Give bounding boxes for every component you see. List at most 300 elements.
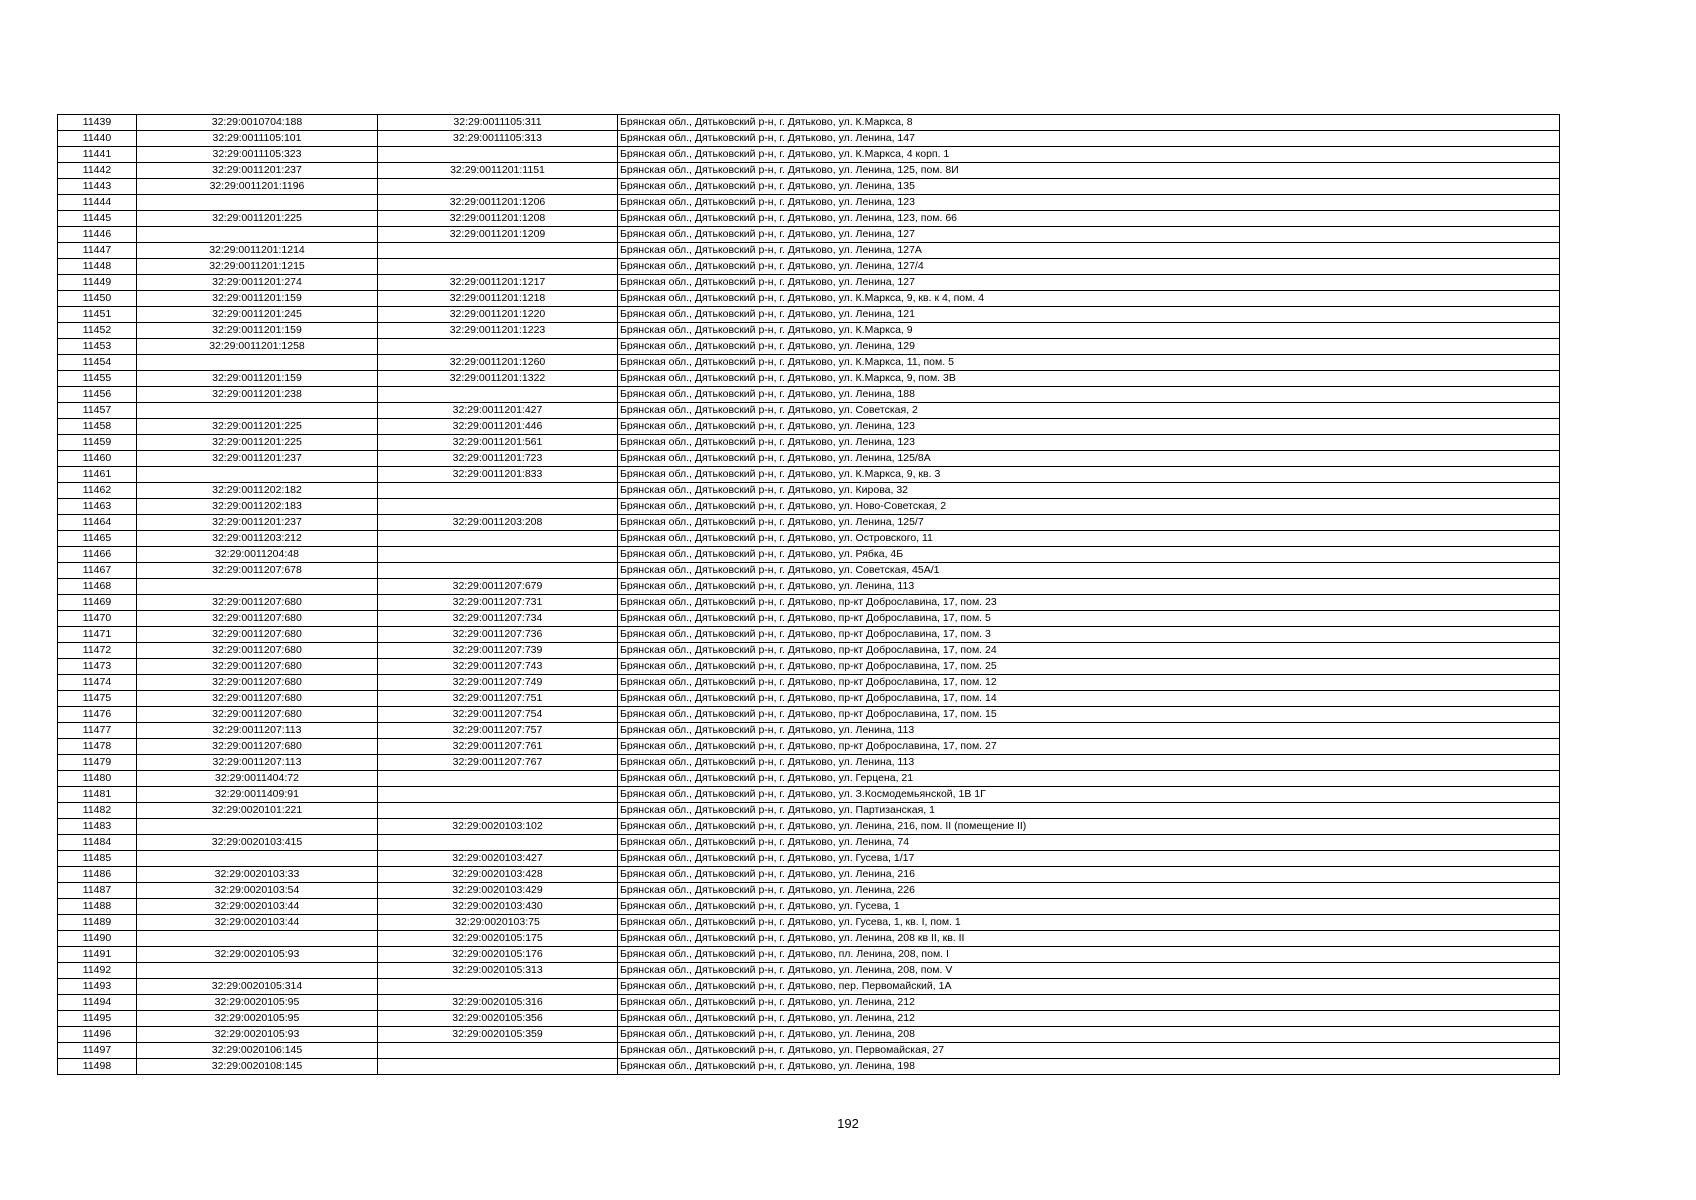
address: Брянская обл., Дятьковский р-н, г. Дятьково, ул. К.Маркса, 9	[618, 323, 1560, 339]
address: Брянская обл., Дятьковский р-н, г. Дятьково, пер. Первомайский, 1А	[618, 979, 1560, 995]
table-row	[58, 819, 1560, 835]
row-number: 11495	[58, 1011, 137, 1027]
table-row	[58, 515, 1560, 531]
address: Брянская обл., Дятьковский р-н, г. Дятьково, ул. Ленина, 226	[618, 883, 1560, 899]
cadastral-number-land: 32:29:0011202:182	[137, 483, 378, 499]
row-number: 11464	[58, 515, 137, 531]
row-number: 11491	[58, 947, 137, 963]
table-row	[58, 771, 1560, 787]
address: Брянская обл., Дятьковский р-н, г. Дятьково, пр-кт Доброславина, 17, пом. 27	[618, 739, 1560, 755]
table-row	[58, 627, 1560, 643]
cadastral-number-land: 32:29:0010704:188	[137, 115, 378, 131]
table-row	[58, 803, 1560, 819]
table-row	[58, 179, 1560, 195]
address: Брянская обл., Дятьковский р-н, г. Дятьково, ул. Ленина, 123, пом. 66	[618, 211, 1560, 227]
cadastral-number-land: 32:29:0020105:93	[137, 1027, 378, 1043]
cadastral-number-object: 32:29:0011207:743	[378, 659, 618, 675]
page-number: 192	[837, 1116, 859, 1131]
cadastral-number-object	[378, 1043, 618, 1059]
cadastral-number-land: 32:29:0011201:225	[137, 419, 378, 435]
row-number: 11475	[58, 691, 137, 707]
table-row	[58, 739, 1560, 755]
address: Брянская обл., Дятьковский р-н, г. Дятьково, пл. Ленина, 208, пом. I	[618, 947, 1560, 963]
cadastral-number-object: 32:29:0020105:313	[378, 963, 618, 979]
row-number: 11447	[58, 243, 137, 259]
table-row	[58, 611, 1560, 627]
cadastral-number-object: 32:29:0011207:749	[378, 675, 618, 691]
table-row	[58, 211, 1560, 227]
table-row	[58, 275, 1560, 291]
row-number: 11452	[58, 323, 137, 339]
cadastral-number-land: 32:29:0011207:678	[137, 563, 378, 579]
table-row	[58, 195, 1560, 211]
cadastral-number-object: 32:29:0020103:427	[378, 851, 618, 867]
table-row	[58, 323, 1560, 339]
cadastral-number-land: 32:29:0011207:680	[137, 659, 378, 675]
row-number: 11497	[58, 1043, 137, 1059]
row-number: 11446	[58, 227, 137, 243]
table-row	[58, 723, 1560, 739]
cadastral-number-land: 32:29:0020105:95	[137, 995, 378, 1011]
cadastral-number-land	[137, 355, 378, 371]
row-number: 11496	[58, 1027, 137, 1043]
cadastral-number-land: 32:29:0011207:113	[137, 723, 378, 739]
cadastral-number-object	[378, 387, 618, 403]
cadastral-number-land: 32:29:0020106:145	[137, 1043, 378, 1059]
cadastral-number-land: 32:29:0011201:237	[137, 451, 378, 467]
address: Брянская обл., Дятьковский р-н, г. Дятьково, ул. К.Маркса, 4 корп. 1	[618, 147, 1560, 163]
cadastral-number-object: 32:29:0011207:751	[378, 691, 618, 707]
row-number: 11454	[58, 355, 137, 371]
cadastral-number-object: 32:29:0020105:316	[378, 995, 618, 1011]
cadastral-number-object	[378, 547, 618, 563]
row-number: 11469	[58, 595, 137, 611]
row-number: 11462	[58, 483, 137, 499]
address: Брянская обл., Дятьковский р-н, г. Дятьково, пр-кт Доброславина, 17, пом. 15	[618, 707, 1560, 723]
cadastral-number-object	[378, 243, 618, 259]
cadastral-number-land: 32:29:0011207:680	[137, 675, 378, 691]
address: Брянская обл., Дятьковский р-н, г. Дятьково, ул. Ленина, 74	[618, 835, 1560, 851]
cadastral-number-land: 32:29:0011201:159	[137, 323, 378, 339]
cadastral-number-object: 32:29:0020103:428	[378, 867, 618, 883]
cadastral-number-object: 32:29:0020103:102	[378, 819, 618, 835]
table-row	[58, 707, 1560, 723]
address: Брянская обл., Дятьковский р-н, г. Дятьково, ул. Ленина, 127	[618, 275, 1560, 291]
table-row	[58, 547, 1560, 563]
table-row	[58, 147, 1560, 163]
cadastral-number-object	[378, 803, 618, 819]
cadastral-number-land: 32:29:0020103:33	[137, 867, 378, 883]
cadastral-number-object	[378, 771, 618, 787]
row-number: 11450	[58, 291, 137, 307]
cadastral-number-land: 32:29:0011207:680	[137, 691, 378, 707]
cadastral-number-land: 32:29:0011207:680	[137, 643, 378, 659]
cadastral-number-land: 32:29:0020103:44	[137, 899, 378, 915]
cadastral-number-object	[378, 563, 618, 579]
cadastral-number-object: 32:29:0011201:1151	[378, 163, 618, 179]
address: Брянская обл., Дятьковский р-н, г. Дятьково, пр-кт Доброславина, 17, пом. 14	[618, 691, 1560, 707]
table-row	[58, 371, 1560, 387]
row-number: 11480	[58, 771, 137, 787]
cadastral-number-land	[137, 851, 378, 867]
cadastral-number-object: 32:29:0011201:1218	[378, 291, 618, 307]
row-number: 11456	[58, 387, 137, 403]
table-row	[58, 947, 1560, 963]
address: Брянская обл., Дятьковский р-н, г. Дятьково, пр-кт Доброславина, 17, пом. 25	[618, 659, 1560, 675]
row-number: 11468	[58, 579, 137, 595]
address: Брянская обл., Дятьковский р-н, г. Дятьково, ул. Рябка, 4Б	[618, 547, 1560, 563]
table-row	[58, 467, 1560, 483]
address: Брянская обл., Дятьковский р-н, г. Дятьково, ул. Ленина, 135	[618, 179, 1560, 195]
address: Брянская обл., Дятьковский р-н, г. Дятьково, ул. К.Маркса, 11, пом. 5	[618, 355, 1560, 371]
cadastral-number-object: 32:29:0011105:313	[378, 131, 618, 147]
row-number: 11449	[58, 275, 137, 291]
address: Брянская обл., Дятьковский р-н, г. Дятьково, ул. Ленина, 125, пом. 8И	[618, 163, 1560, 179]
cadastral-number-land: 32:29:0011105:101	[137, 131, 378, 147]
address: Брянская обл., Дятьковский р-н, г. Дятьково, ул. Ленина, 127	[618, 227, 1560, 243]
cadastral-number-object: 32:29:0020105:176	[378, 947, 618, 963]
address: Брянская обл., Дятьковский р-н, г. Дятьково, пр-кт Доброславина, 17, пом. 5	[618, 611, 1560, 627]
cadastral-number-land	[137, 819, 378, 835]
table-row	[58, 307, 1560, 323]
cadastral-number-land: 32:29:0011201:225	[137, 211, 378, 227]
cadastral-number-object: 32:29:0011201:427	[378, 403, 618, 419]
cadastral-number-land: 32:29:0011207:680	[137, 595, 378, 611]
address: Брянская обл., Дятьковский р-н, г. Дятьково, ул. Ленина, 212	[618, 1011, 1560, 1027]
row-number: 11451	[58, 307, 137, 323]
row-number: 11465	[58, 531, 137, 547]
cadastral-number-object: 32:29:0011201:1217	[378, 275, 618, 291]
row-number: 11455	[58, 371, 137, 387]
address: Брянская обл., Дятьковский р-н, г. Дятьково, пр-кт Доброславина, 17, пом. 23	[618, 595, 1560, 611]
row-number: 11440	[58, 131, 137, 147]
address: Брянская обл., Дятьковский р-н, г. Дятьково, ул. Ленина, 129	[618, 339, 1560, 355]
cadastral-number-land: 32:29:0020105:314	[137, 979, 378, 995]
table-row	[58, 1011, 1560, 1027]
address: Брянская обл., Дятьковский р-н, г. Дятьково, ул. Гусева, 1	[618, 899, 1560, 915]
cadastral-number-object: 32:29:0011201:1206	[378, 195, 618, 211]
row-number: 11482	[58, 803, 137, 819]
table-row	[58, 851, 1560, 867]
table-row	[58, 227, 1560, 243]
row-number: 11463	[58, 499, 137, 515]
row-number: 11457	[58, 403, 137, 419]
cadastral-number-land: 32:29:0020105:93	[137, 947, 378, 963]
row-number: 11444	[58, 195, 137, 211]
table-row	[58, 963, 1560, 979]
cadastral-number-object	[378, 835, 618, 851]
address: Брянская обл., Дятьковский р-н, г. Дятьково, ул. Гусева, 1, кв. I, пом. 1	[618, 915, 1560, 931]
row-number: 11478	[58, 739, 137, 755]
cadastral-number-object	[378, 531, 618, 547]
table-row	[58, 355, 1560, 371]
table-row	[58, 419, 1560, 435]
cadastral-number-object: 32:29:0011207:734	[378, 611, 618, 627]
row-number: 11472	[58, 643, 137, 659]
address: Брянская обл., Дятьковский р-н, г. Дятьково, ул. Ленина, 208 кв II, кв. II	[618, 931, 1560, 947]
row-number: 11460	[58, 451, 137, 467]
cadastral-number-object	[378, 499, 618, 515]
row-number: 11483	[58, 819, 137, 835]
table-row	[58, 659, 1560, 675]
table-row	[58, 259, 1560, 275]
address: Брянская обл., Дятьковский р-н, г. Дятьково, ул. Ленина, 216	[618, 867, 1560, 883]
address: Брянская обл., Дятьковский р-н, г. Дятьково, ул. Ленина, 125/8А	[618, 451, 1560, 467]
cadastral-number-object	[378, 259, 618, 275]
address: Брянская обл., Дятьковский р-н, г. Дятьково, ул. Ленина, 127А	[618, 243, 1560, 259]
table-row	[58, 787, 1560, 803]
cadastral-number-object	[378, 979, 618, 995]
cadastral-number-object: 32:29:0011201:446	[378, 419, 618, 435]
table-row	[58, 451, 1560, 467]
table-row	[58, 899, 1560, 915]
address: Брянская обл., Дятьковский р-н, г. Дятьково, пр-кт Доброславина, 17, пом. 24	[618, 643, 1560, 659]
cadastral-number-land: 32:29:0011201:1258	[137, 339, 378, 355]
table-row	[58, 979, 1560, 995]
row-number: 11461	[58, 467, 137, 483]
cadastral-number-land: 32:29:0011207:680	[137, 707, 378, 723]
address: Брянская обл., Дятьковский р-н, г. Дятьково, ул. К.Маркса, 9, кв. к 4, пом. 4	[618, 291, 1560, 307]
table-row	[58, 867, 1560, 883]
cadastral-number-land: 32:29:0011207:680	[137, 611, 378, 627]
cadastral-number-land	[137, 195, 378, 211]
cadastral-number-land: 32:29:0011404:72	[137, 771, 378, 787]
address: Брянская обл., Дятьковский р-н, г. Дятьково, ул. Островского, 11	[618, 531, 1560, 547]
cadastral-number-object: 32:29:0011201:561	[378, 435, 618, 451]
cadastral-number-object	[378, 787, 618, 803]
cadastral-number-land: 32:29:0011201:245	[137, 307, 378, 323]
table-row	[58, 435, 1560, 451]
table-row	[58, 563, 1560, 579]
cadastral-number-object: 32:29:0020103:430	[378, 899, 618, 915]
cadastral-number-object	[378, 339, 618, 355]
address: Брянская обл., Дятьковский р-н, г. Дятьково, ул. Ленина, 188	[618, 387, 1560, 403]
address: Брянская обл., Дятьковский р-н, г. Дятьково, ул. Советская, 2	[618, 403, 1560, 419]
registry-table	[57, 114, 1560, 1075]
cadastral-number-object: 32:29:0011203:208	[378, 515, 618, 531]
row-number: 11443	[58, 179, 137, 195]
address: Брянская обл., Дятьковский р-н, г. Дятьково, ул. Ленина, 121	[618, 307, 1560, 323]
row-number: 11453	[58, 339, 137, 355]
address: Брянская обл., Дятьковский р-н, г. Дятьково, ул. Ленина, 208	[618, 1027, 1560, 1043]
row-number: 11466	[58, 547, 137, 563]
cadastral-number-land: 32:29:0011201:274	[137, 275, 378, 291]
table-row	[58, 531, 1560, 547]
cadastral-number-object: 32:29:0020105:359	[378, 1027, 618, 1043]
address: Брянская обл., Дятьковский р-н, г. Дятьково, ул. Ленина, 113	[618, 755, 1560, 771]
address: Брянская обл., Дятьковский р-н, г. Дятьково, ул. Ленина, 113	[618, 579, 1560, 595]
cadastral-number-land: 32:29:0011207:680	[137, 739, 378, 755]
cadastral-number-object: 32:29:0011201:833	[378, 467, 618, 483]
cadastral-number-land: 32:29:0011207:113	[137, 755, 378, 771]
cadastral-number-land	[137, 963, 378, 979]
cadastral-number-land: 32:29:0011201:225	[137, 435, 378, 451]
table-row	[58, 1043, 1560, 1059]
row-number: 11476	[58, 707, 137, 723]
cadastral-number-object: 32:29:0020103:429	[378, 883, 618, 899]
cadastral-number-object: 32:29:0011207:736	[378, 627, 618, 643]
cadastral-number-object: 32:29:0011207:754	[378, 707, 618, 723]
cadastral-number-object: 32:29:0020103:75	[378, 915, 618, 931]
address: Брянская обл., Дятьковский р-н, г. Дятьково, ул. Ленина, 198	[618, 1059, 1560, 1075]
cadastral-number-object: 32:29:0011207:731	[378, 595, 618, 611]
cadastral-number-land: 32:29:0011202:183	[137, 499, 378, 515]
cadastral-number-land: 32:29:0011201:237	[137, 163, 378, 179]
row-number: 11474	[58, 675, 137, 691]
cadastral-number-land: 32:29:0011201:159	[137, 291, 378, 307]
cadastral-number-land: 32:29:0011201:1214	[137, 243, 378, 259]
address: Брянская обл., Дятьковский р-н, г. Дятьково, ул. Первомайская, 27	[618, 1043, 1560, 1059]
cadastral-number-object: 32:29:0011201:1220	[378, 307, 618, 323]
address: Брянская обл., Дятьковский р-н, г. Дятьково, ул. К.Маркса, 9, кв. 3	[618, 467, 1560, 483]
table-row	[58, 339, 1560, 355]
cadastral-number-land: 32:29:0011201:159	[137, 371, 378, 387]
table-row	[58, 755, 1560, 771]
table-row	[58, 115, 1560, 131]
cadastral-number-land	[137, 931, 378, 947]
address: Брянская обл., Дятьковский р-н, г. Дятьково, ул. Герцена, 21	[618, 771, 1560, 787]
row-number: 11471	[58, 627, 137, 643]
row-number: 11445	[58, 211, 137, 227]
cadastral-number-object: 32:29:0011201:1208	[378, 211, 618, 227]
cadastral-number-object: 32:29:0011207:679	[378, 579, 618, 595]
row-number: 11488	[58, 899, 137, 915]
address: Брянская обл., Дятьковский р-н, г. Дятьково, ул. Гусева, 1/17	[618, 851, 1560, 867]
cadastral-number-land: 32:29:0020101:221	[137, 803, 378, 819]
cadastral-number-land: 32:29:0011204:48	[137, 547, 378, 563]
row-number: 11470	[58, 611, 137, 627]
table-row	[58, 243, 1560, 259]
row-number: 11441	[58, 147, 137, 163]
table-row	[58, 1059, 1560, 1075]
address: Брянская обл., Дятьковский р-н, г. Дятьково, ул. Ленина, 125/7	[618, 515, 1560, 531]
cadastral-number-land: 32:29:0020105:95	[137, 1011, 378, 1027]
cadastral-number-land: 32:29:0011201:1215	[137, 259, 378, 275]
address: Брянская обл., Дятьковский р-н, г. Дятьково, ул. Ленина, 216, пом. II (помещение II)	[618, 819, 1560, 835]
cadastral-number-land: 32:29:0011105:323	[137, 147, 378, 163]
address: Брянская обл., Дятьковский р-н, г. Дятьково, ул. Ленина, 127/4	[618, 259, 1560, 275]
cadastral-number-object	[378, 483, 618, 499]
row-number: 11458	[58, 419, 137, 435]
cadastral-number-land: 32:29:0020103:415	[137, 835, 378, 851]
address: Брянская обл., Дятьковский р-н, г. Дятьково, ул. Кирова, 32	[618, 483, 1560, 499]
address: Брянская обл., Дятьковский р-н, г. Дятьково, ул. Ленина, 123	[618, 435, 1560, 451]
table-row	[58, 995, 1560, 1011]
table-row	[58, 1027, 1560, 1043]
row-number: 11448	[58, 259, 137, 275]
table-row	[58, 931, 1560, 947]
cadastral-number-land: 32:29:0011201:1196	[137, 179, 378, 195]
row-number: 11490	[58, 931, 137, 947]
address: Брянская обл., Дятьковский р-н, г. Дятьково, ул. Ленина, 123	[618, 419, 1560, 435]
address: Брянская обл., Дятьковский р-н, г. Дятьково, пр-кт Доброславина, 17, пом. 3	[618, 627, 1560, 643]
cadastral-number-object: 32:29:0011201:1322	[378, 371, 618, 387]
row-number: 11479	[58, 755, 137, 771]
cadastral-number-land	[137, 467, 378, 483]
row-number: 11481	[58, 787, 137, 803]
table-row	[58, 595, 1560, 611]
cadastral-number-land: 32:29:0020103:44	[137, 915, 378, 931]
cadastral-number-land	[137, 227, 378, 243]
cadastral-number-object	[378, 1059, 618, 1075]
cadastral-number-object: 32:29:0020105:175	[378, 931, 618, 947]
row-number: 11494	[58, 995, 137, 1011]
table-row	[58, 163, 1560, 179]
table-row	[58, 691, 1560, 707]
row-number: 11439	[58, 115, 137, 131]
cadastral-number-object: 32:29:0011105:311	[378, 115, 618, 131]
table-row	[58, 499, 1560, 515]
row-number: 11442	[58, 163, 137, 179]
row-number: 11493	[58, 979, 137, 995]
address: Брянская обл., Дятьковский р-н, г. Дятьково, ул. Ленина, 147	[618, 131, 1560, 147]
address: Брянская обл., Дятьковский р-н, г. Дятьково, ул. Ленина, 113	[618, 723, 1560, 739]
row-number: 11489	[58, 915, 137, 931]
row-number: 11484	[58, 835, 137, 851]
cadastral-number-land: 32:29:0020103:54	[137, 883, 378, 899]
address: Брянская обл., Дятьковский р-н, г. Дятьково, ул. Советская, 45А/1	[618, 563, 1560, 579]
registry-table-body	[58, 115, 1560, 1075]
table-row	[58, 387, 1560, 403]
cadastral-number-object: 32:29:0011207:767	[378, 755, 618, 771]
cadastral-number-land	[137, 403, 378, 419]
cadastral-number-object: 32:29:0011201:1223	[378, 323, 618, 339]
table-row	[58, 579, 1560, 595]
cadastral-number-object: 32:29:0011201:723	[378, 451, 618, 467]
row-number: 11486	[58, 867, 137, 883]
row-number: 11485	[58, 851, 137, 867]
table-row	[58, 643, 1560, 659]
cadastral-number-land	[137, 579, 378, 595]
cadastral-number-object: 32:29:0020105:356	[378, 1011, 618, 1027]
address: Брянская обл., Дятьковский р-н, г. Дятьково, ул. З.Космодемьянской, 1В 1Г	[618, 787, 1560, 803]
table-row	[58, 403, 1560, 419]
cadastral-number-land: 32:29:0020108:145	[137, 1059, 378, 1075]
cadastral-number-object	[378, 179, 618, 195]
row-number: 11473	[58, 659, 137, 675]
table-row	[58, 675, 1560, 691]
cadastral-number-object: 32:29:0011201:1209	[378, 227, 618, 243]
cadastral-number-land: 32:29:0011203:212	[137, 531, 378, 547]
cadastral-number-land: 32:29:0011201:238	[137, 387, 378, 403]
row-number: 11459	[58, 435, 137, 451]
cadastral-number-land: 32:29:0011201:237	[137, 515, 378, 531]
table-row	[58, 131, 1560, 147]
address: Брянская обл., Дятьковский р-н, г. Дятьково, ул. Ленина, 208, пом. V	[618, 963, 1560, 979]
row-number: 11477	[58, 723, 137, 739]
address: Брянская обл., Дятьковский р-н, г. Дятьково, ул. Партизанская, 1	[618, 803, 1560, 819]
address: Брянская обл., Дятьковский р-н, г. Дятьково, ул. Ново-Советская, 2	[618, 499, 1560, 515]
cadastral-number-object	[378, 147, 618, 163]
row-number: 11487	[58, 883, 137, 899]
cadastral-number-land: 32:29:0011409:91	[137, 787, 378, 803]
table-row	[58, 883, 1560, 899]
address: Брянская обл., Дятьковский р-н, г. Дятьково, ул. К.Маркса, 8	[618, 115, 1560, 131]
cadastral-number-object: 32:29:0011201:1260	[378, 355, 618, 371]
cadastral-number-object: 32:29:0011207:757	[378, 723, 618, 739]
cadastral-number-land: 32:29:0011207:680	[137, 627, 378, 643]
address: Брянская обл., Дятьковский р-н, г. Дятьково, пр-кт Доброславина, 17, пом. 12	[618, 675, 1560, 691]
table-row	[58, 835, 1560, 851]
address: Брянская обл., Дятьковский р-н, г. Дятьково, ул. Ленина, 123	[618, 195, 1560, 211]
cadastral-number-object: 32:29:0011207:761	[378, 739, 618, 755]
address: Брянская обл., Дятьковский р-н, г. Дятьково, ул. Ленина, 212	[618, 995, 1560, 1011]
table-row	[58, 483, 1560, 499]
address: Брянская обл., Дятьковский р-н, г. Дятьково, ул. К.Маркса, 9, пом. 3В	[618, 371, 1560, 387]
row-number: 11492	[58, 963, 137, 979]
row-number: 11467	[58, 563, 137, 579]
table-row	[58, 915, 1560, 931]
